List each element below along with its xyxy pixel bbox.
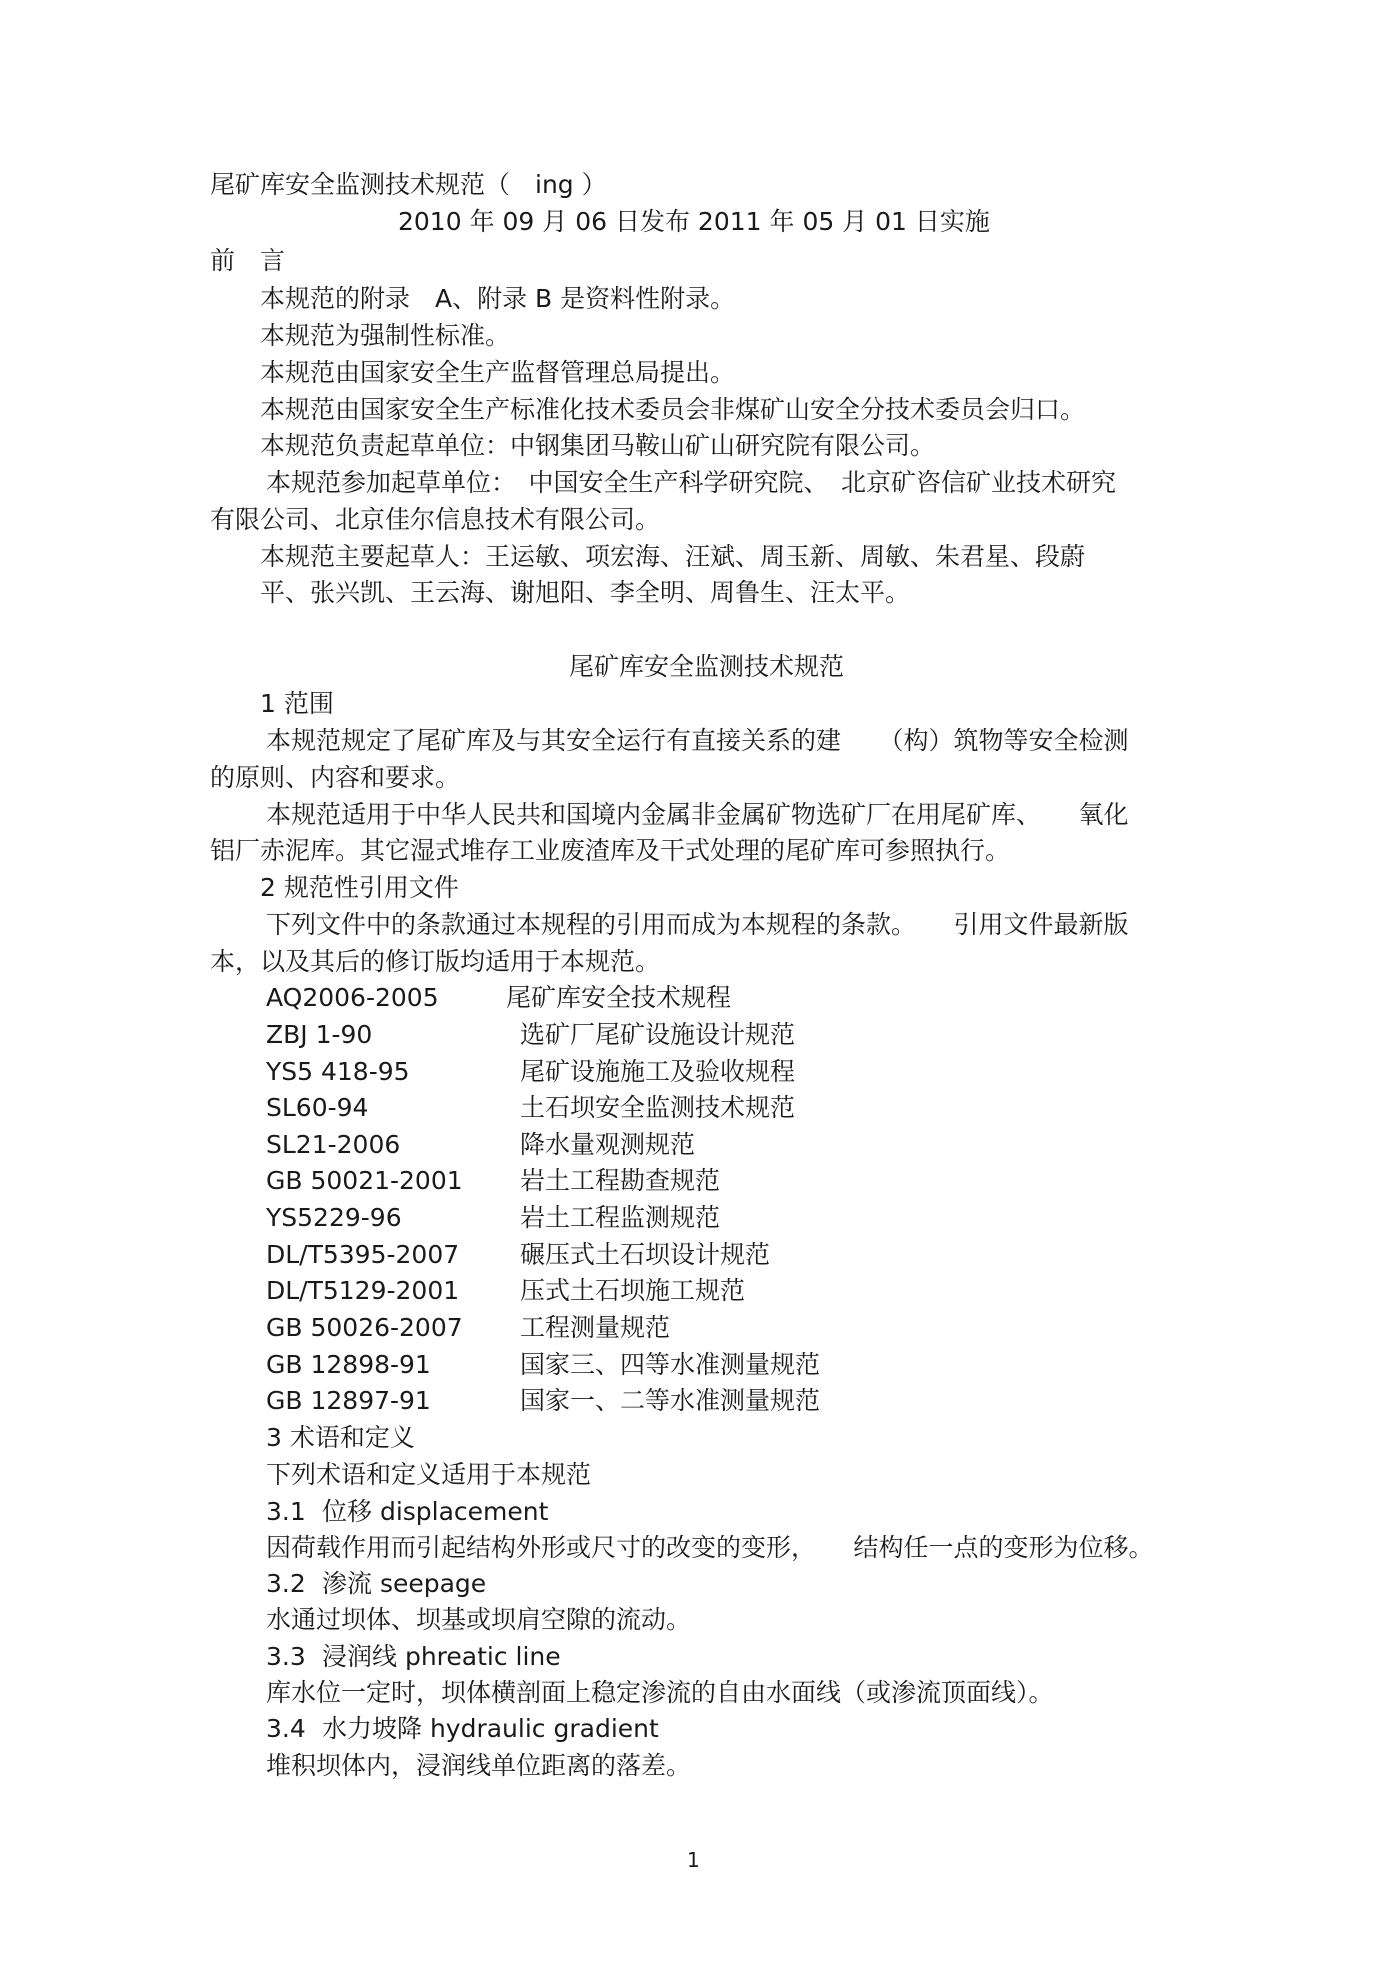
preface-line: 本规范负责起草单位：中钢集团马鞍山矿山研究院有限公司。 <box>260 431 936 460</box>
term-number: 3.1 <box>266 1497 306 1526</box>
section-line: 铝厂赤泥库。其它湿式堆存工业废渣库及干式处理的尾矿库可参照执行。 <box>210 836 1011 865</box>
preface-line: 平、张兴凯、王云海、谢旭阳、李全明、周鲁生、汪太平。 <box>260 578 911 607</box>
main-title: 尾矿库安全监测技术规范 <box>569 652 845 681</box>
term-name: 位移 displacement <box>322 1497 549 1526</box>
preface-line: 本规范由国家安全生产标准化技术委员会非煤矿山安全分技术委员会归口。 <box>260 395 1086 424</box>
reference-title: 降水量观测规范 <box>520 1130 696 1159</box>
reference-title: 岩土工程监测规范 <box>520 1203 721 1232</box>
term-definition: 因荷载作用而引起结构外形或尺寸的改变的变形， 结构任一点的变形为位移。 <box>266 1533 1154 1562</box>
preface-line: 本规范由国家安全生产监督管理总局提出。 <box>260 358 736 387</box>
reference-title: 国家三、四等水准测量规范 <box>520 1350 821 1379</box>
document-header-title: 尾矿库安全监测技术规范（ ing ） <box>210 170 607 199</box>
reference-title: 尾矿库安全技术规程 <box>506 983 732 1012</box>
preface-line: 有限公司、北京佳尔信息技术有限公司。 <box>210 505 661 534</box>
term-definition: 库水位一定时，坝体横剖面上稳定渗流的自由水面线（或渗流顶面线）。 <box>266 1678 1054 1707</box>
section-heading-terms: 3 术语和定义 <box>266 1423 415 1452</box>
reference-code: ZBJ 1-90 <box>266 1020 373 1049</box>
term-number: 3.2 <box>266 1569 306 1598</box>
term-definition: 堆积坝体内，浸润线单位距离的落差。 <box>266 1751 692 1780</box>
reference-title: 岩土工程勘查规范 <box>520 1166 721 1195</box>
reference-code: GB 50021-2001 <box>266 1166 463 1195</box>
section-line: 本规范适用于中华人民共和国境内金属非金属矿物选矿厂在用尾矿库、 氧化 <box>266 800 1129 829</box>
reference-title: 压式土石坝施工规范 <box>520 1276 746 1305</box>
section-line: 本，以及其后的修订版均适用于本规范。 <box>210 947 661 976</box>
reference-title: 尾矿设施施工及验收规程 <box>520 1057 796 1086</box>
reference-code: YS5229-96 <box>266 1203 402 1232</box>
section-heading-references: 2 规范性引用文件 <box>260 873 459 902</box>
issue-date-line: 2010 年 09 月 06 日发布 2011 年 05 月 01 日实施 <box>398 207 990 236</box>
term-definition: 水通过坝体、坝基或坝肩空隙的流动。 <box>266 1605 692 1634</box>
preface-line: 本规范主要起草人：王运敏、项宏海、汪斌、周玉新、周敏、朱君星、段蔚 <box>260 542 1086 571</box>
reference-code: SL21-2006 <box>266 1130 401 1159</box>
section-intro: 下列术语和定义适用于本规范 <box>266 1460 592 1489</box>
preface-heading: 前 言 <box>210 246 286 275</box>
preface-line: 本规范为强制性标准。 <box>260 321 511 350</box>
reference-code: SL60-94 <box>266 1093 369 1122</box>
section-line: 下列文件中的条款通过本规程的引用而成为本规程的条款。 引用文件最新版 <box>266 910 1129 939</box>
reference-title: 工程测量规范 <box>520 1313 671 1342</box>
term-name: 水力坡降 hydraulic gradient <box>322 1714 659 1743</box>
reference-code: GB 12898-91 <box>266 1350 431 1379</box>
reference-title: 国家一、二等水准测量规范 <box>520 1386 821 1415</box>
page-number: 1 <box>687 1848 700 1872</box>
reference-code: AQ2006-2005 <box>266 983 439 1012</box>
preface-line: 本规范的附录 A、附录 B 是资料性附录。 <box>260 284 736 313</box>
term-number: 3.4 <box>266 1714 306 1743</box>
term-name: 浸润线 phreatic line <box>322 1642 561 1671</box>
reference-code: GB 50026-2007 <box>266 1313 463 1342</box>
reference-title: 土石坝安全监测技术规范 <box>520 1093 796 1122</box>
section-line: 本规范规定了尾矿库及与其安全运行有直接关系的建 （构）筑物等安全检测 <box>266 726 1129 755</box>
section-heading-scope: 1 范围 <box>260 689 334 718</box>
reference-code: DL/T5395-2007 <box>266 1240 460 1269</box>
section-line: 的原则、内容和要求。 <box>210 763 461 792</box>
reference-code: DL/T5129-2001 <box>266 1276 460 1305</box>
reference-title: 碾压式土石坝设计规范 <box>520 1240 771 1269</box>
term-name: 渗流 seepage <box>322 1569 487 1598</box>
reference-title: 选矿厂尾矿设施设计规范 <box>520 1020 796 1049</box>
reference-code: GB 12897-91 <box>266 1386 431 1415</box>
preface-line: 本规范参加起草单位： 中国安全生产科学研究院、 北京矿咨信矿业技术研究 <box>266 468 1117 497</box>
reference-code: YS5 418-95 <box>266 1057 410 1086</box>
term-number: 3.3 <box>266 1642 306 1671</box>
